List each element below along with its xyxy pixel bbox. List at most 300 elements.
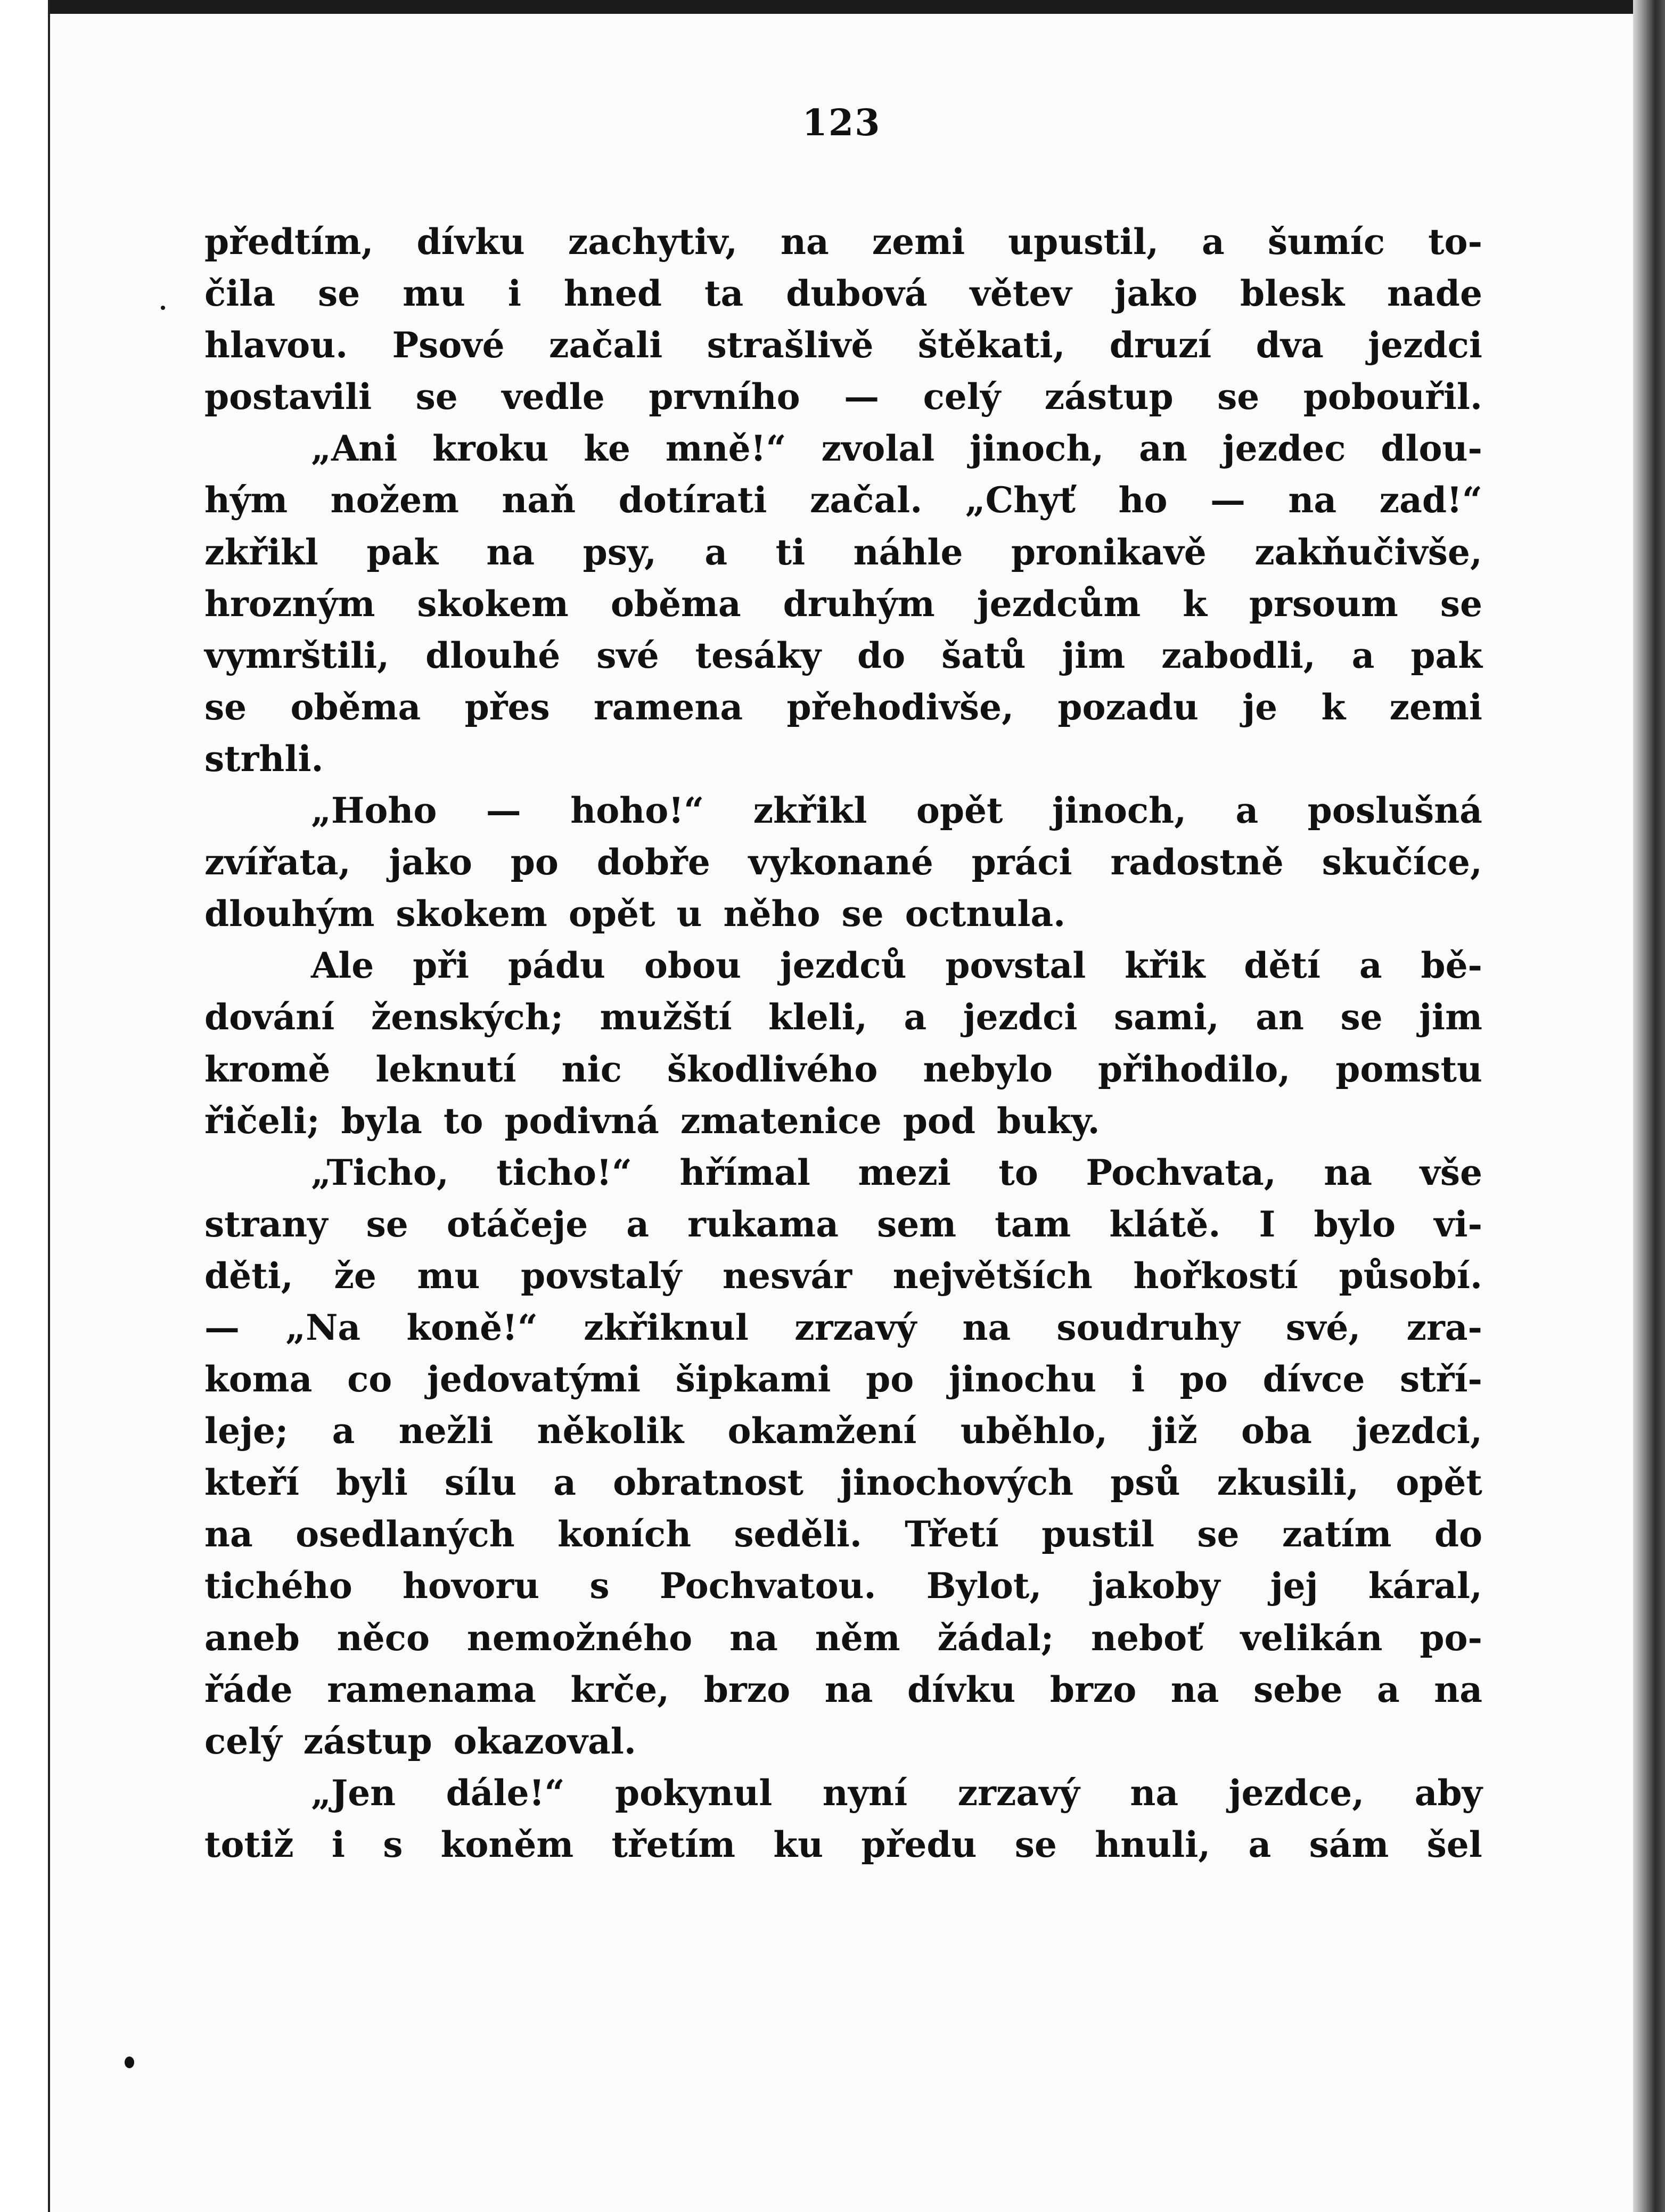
word: zvířata, [204, 841, 351, 883]
word: pozadu [1057, 686, 1199, 728]
word: a [704, 531, 728, 573]
word: byla [341, 1100, 422, 1142]
word: zástup [303, 1720, 432, 1762]
word: dlouhým [204, 893, 375, 935]
word: něho [723, 893, 821, 935]
word: dlou- [1381, 428, 1482, 470]
text-line [204, 1664, 1482, 1716]
word: nežli [398, 1410, 494, 1452]
word: brzo [703, 1668, 791, 1710]
text-line [204, 1405, 1482, 1457]
word: an [1139, 428, 1187, 470]
word: seděli. [734, 1513, 862, 1555]
word: a [332, 1410, 355, 1452]
word: jezdci, [1356, 1410, 1482, 1452]
word: zkřiknul [584, 1306, 749, 1348]
word: „Ticho, [311, 1151, 449, 1193]
word: brzo [1049, 1668, 1137, 1710]
word: — [1210, 479, 1245, 521]
word: u [676, 893, 702, 935]
text-line [204, 1095, 1482, 1147]
text-line [204, 630, 1482, 682]
word: celý [923, 376, 1001, 418]
word: — [204, 1306, 240, 1348]
word: a [1202, 221, 1225, 263]
text-line [204, 682, 1482, 733]
text-line [204, 1199, 1482, 1250]
word: po [510, 841, 559, 883]
word: nemožného [466, 1617, 693, 1659]
text-line [204, 1250, 1482, 1302]
word: do [857, 634, 906, 676]
word: kteří [204, 1462, 300, 1504]
word: se [1440, 583, 1482, 625]
word: práci [971, 841, 1072, 883]
word: Pochvatou. [659, 1565, 876, 1607]
word: otáčeje [446, 1203, 588, 1245]
body-text [204, 216, 1482, 1871]
word: jinochu [949, 1358, 1097, 1400]
word: zabodli, [1161, 634, 1316, 676]
word: strašlivě [707, 324, 874, 366]
word: soudruhy [1056, 1306, 1240, 1348]
word: druzí [1109, 324, 1212, 366]
word: pak [366, 531, 438, 573]
word: an [1256, 996, 1304, 1038]
word: na [1170, 1668, 1219, 1710]
word: šumíc [1267, 221, 1385, 263]
word: obou [644, 945, 741, 987]
word: několik [537, 1410, 684, 1452]
word: že [334, 1255, 376, 1297]
word: ke [584, 428, 630, 470]
text-line [204, 1354, 1482, 1405]
word: pronikavě [1011, 531, 1207, 573]
word: vykonané [748, 841, 933, 883]
word: škodlivého [667, 1048, 878, 1090]
word: jezdců [780, 945, 907, 987]
word: při [413, 945, 470, 987]
word: — [486, 790, 521, 832]
text-line [204, 578, 1482, 630]
text-line [204, 1767, 1482, 1819]
word: jako [1114, 273, 1198, 315]
text-line [204, 1044, 1482, 1095]
text-line [204, 1302, 1482, 1354]
word: jim [1419, 996, 1482, 1038]
word: jinoch, [970, 428, 1104, 470]
text-line [204, 319, 1482, 371]
word: skokem [396, 893, 547, 935]
word: se [415, 376, 458, 418]
word: hořkostí [1133, 1255, 1298, 1297]
word: pod [903, 1100, 976, 1142]
word: ramenama [327, 1668, 536, 1710]
word: mezi [858, 1151, 951, 1193]
word: rukama [687, 1203, 839, 1245]
word: bě- [1421, 945, 1482, 987]
word: zmatenice [680, 1100, 882, 1142]
word: dobře [596, 841, 710, 883]
word: šel [1426, 1823, 1482, 1865]
word: „Jen [311, 1772, 396, 1814]
word: zra- [1406, 1306, 1482, 1348]
word: I [1259, 1203, 1276, 1245]
word: a [1376, 1668, 1400, 1710]
word: dotírati [618, 479, 767, 521]
word: třetím [611, 1823, 736, 1865]
text-line [204, 1612, 1482, 1664]
word: oběma [610, 583, 741, 625]
word: a [1351, 634, 1375, 676]
word: vymrštili, [204, 634, 390, 676]
word: ramena [593, 686, 743, 728]
word: dování [204, 996, 335, 1038]
word: na [1288, 479, 1337, 521]
word: a [904, 996, 927, 1038]
word: upustil, [1008, 221, 1159, 263]
text-line [204, 527, 1482, 578]
word: dubová [786, 273, 928, 315]
word: a [1359, 945, 1382, 987]
word: aneb [204, 1617, 300, 1659]
word: poslušná [1307, 790, 1482, 832]
word: jezdcům [977, 583, 1141, 625]
word: prsoum [1249, 583, 1398, 625]
word: šatů [941, 634, 1026, 676]
word: a [626, 1203, 650, 1245]
word: hým [204, 479, 288, 521]
word: mu [417, 1255, 480, 1297]
word: sem [877, 1203, 957, 1245]
word: větev [970, 273, 1072, 315]
word: klátě. [1109, 1203, 1221, 1245]
word: opět [916, 790, 1003, 832]
text-line [204, 216, 1482, 268]
word: něco [337, 1617, 430, 1659]
word: „Chyť [965, 479, 1076, 521]
word: nade [1387, 273, 1482, 315]
word: po- [1420, 1617, 1482, 1659]
word: sebe [1253, 1668, 1343, 1710]
word: největších [892, 1255, 1093, 1297]
word: své [596, 634, 659, 676]
word: a [1248, 1823, 1272, 1865]
word: Pochvata, [1086, 1151, 1276, 1193]
word: skokem [417, 583, 569, 625]
word: dívku [416, 221, 525, 263]
word: oběma [290, 686, 421, 728]
word: hlavou. [204, 324, 348, 366]
word: koma [204, 1358, 313, 1400]
word: i [331, 1823, 345, 1865]
word: tam [995, 1203, 1071, 1245]
word: přihodilo, [1098, 1048, 1291, 1090]
word: dále!“ [446, 1772, 565, 1814]
word: tichého [204, 1565, 352, 1607]
word: se [841, 893, 884, 935]
word: ženských; [371, 996, 564, 1038]
word: čila [204, 273, 276, 315]
word: zachytiv, [568, 221, 738, 263]
word: naň [502, 479, 576, 521]
word: aby [1414, 1772, 1482, 1814]
page-number: 123 [802, 102, 881, 144]
word: své, [1285, 1306, 1361, 1348]
word: jezdci [1368, 324, 1482, 366]
text-line [204, 888, 1482, 940]
word: bylo [1314, 1203, 1396, 1245]
word: zatím [1282, 1513, 1392, 1555]
word: začal. [809, 479, 923, 521]
word: i [507, 273, 521, 315]
word: prvního [649, 376, 800, 418]
word: to [998, 1151, 1038, 1193]
word: s [589, 1565, 610, 1607]
text-line [204, 1819, 1482, 1871]
word: dívku [907, 1668, 1016, 1710]
text-line [204, 268, 1482, 319]
word: buky. [997, 1100, 1100, 1142]
word: mu [403, 273, 465, 315]
word: Třetí [905, 1513, 999, 1555]
word: psů [1110, 1462, 1180, 1504]
word: nožem [330, 479, 459, 521]
word: octnula. [905, 893, 1066, 935]
word: povstal [945, 945, 1086, 987]
scan-margin-left [0, 0, 50, 2212]
word: strhli. [204, 738, 324, 780]
word: mně!“ [665, 428, 786, 470]
word: zakňučivše, [1254, 531, 1482, 573]
word: hrozným [204, 583, 375, 625]
word: jim [1062, 634, 1126, 676]
book-page [50, 14, 1633, 2212]
word: již [1151, 1410, 1198, 1452]
word: po [1179, 1358, 1228, 1400]
word: štěkati, [917, 324, 1065, 366]
word: opět [568, 893, 655, 935]
text-line [204, 474, 1482, 526]
word: se [366, 1203, 408, 1245]
text-line [204, 1457, 1482, 1509]
word: jezdci [963, 996, 1078, 1038]
word: co [347, 1358, 392, 1400]
word: byli [336, 1462, 408, 1504]
word: skučíce, [1322, 841, 1482, 883]
text-line [204, 1147, 1482, 1199]
word: jej [1270, 1565, 1318, 1607]
word: na [781, 221, 829, 263]
word: sílu [444, 1462, 517, 1504]
word: hoho!“ [570, 790, 704, 832]
word: — [844, 376, 880, 418]
word: ho [1118, 479, 1168, 521]
word: děti, [204, 1255, 293, 1297]
word: zemi [872, 221, 965, 263]
word: se [318, 273, 360, 315]
word: stří- [1400, 1358, 1482, 1400]
word: zkřikl [753, 790, 867, 832]
word: i [1131, 1358, 1145, 1400]
word: „Hoho [311, 790, 437, 832]
text-line [204, 1716, 1482, 1767]
word: po [866, 1358, 914, 1400]
word: ta [704, 273, 744, 315]
word: pak [1410, 634, 1482, 676]
word: nesvár [723, 1255, 852, 1297]
word: to- [1428, 221, 1482, 263]
text-line [204, 837, 1482, 888]
word: dlouhé [425, 634, 561, 676]
word: okazoval. [453, 1720, 636, 1762]
word: povstalý [521, 1255, 682, 1297]
text-line [204, 1509, 1482, 1560]
text-line [204, 785, 1482, 837]
word: zrzavý [794, 1306, 917, 1348]
word: se [1197, 1513, 1240, 1555]
word: druhým [783, 583, 935, 625]
word: koních [557, 1513, 692, 1555]
word: přes [464, 686, 550, 728]
word: žádal; [937, 1617, 1054, 1659]
word: zástup [1044, 376, 1174, 418]
word: působí. [1339, 1255, 1482, 1297]
word: radostně [1110, 841, 1284, 883]
word: vi- [1434, 1203, 1482, 1245]
word: na [824, 1668, 873, 1710]
text-line [204, 371, 1482, 423]
word: uběhlo, [960, 1410, 1108, 1452]
word: neboť [1090, 1617, 1203, 1659]
word: hovoru [402, 1565, 540, 1607]
word: hned [563, 273, 662, 315]
text-line [204, 992, 1482, 1043]
word: se [1217, 376, 1260, 418]
text-line [204, 1560, 1482, 1612]
word: se [1014, 1823, 1057, 1865]
word: koněm [440, 1823, 574, 1865]
word: osedlaných [296, 1513, 515, 1555]
word: krče, [570, 1668, 670, 1710]
word: se [1340, 996, 1383, 1038]
word: pádu [507, 945, 605, 987]
word: Bylot, [926, 1565, 1042, 1607]
word: leknutí [375, 1048, 516, 1090]
word: zkusili, [1217, 1462, 1359, 1504]
word: „Na [285, 1306, 361, 1348]
word: psy, [583, 531, 657, 573]
word: vedle [502, 376, 605, 418]
word: přehodivše, [786, 686, 1014, 728]
word: zrzavý [957, 1772, 1080, 1814]
word: kromě [204, 1048, 331, 1090]
word: nic [561, 1048, 622, 1090]
word: kroku [432, 428, 549, 470]
word: podivná [504, 1100, 659, 1142]
word: ticho!“ [496, 1151, 632, 1193]
word: strany [204, 1203, 328, 1245]
word: hřímal [679, 1151, 810, 1193]
scan-border-right [1633, 0, 1665, 2212]
text-line [204, 423, 1482, 474]
word: předtím, [204, 221, 374, 263]
word: mužští [600, 996, 732, 1038]
word: pustil [1041, 1513, 1155, 1555]
word: jakoby [1092, 1565, 1220, 1607]
word: obratnost [613, 1462, 803, 1504]
word: na [729, 1617, 778, 1659]
word: pobouřil. [1303, 376, 1482, 418]
word: k [1321, 686, 1346, 728]
word: ti [775, 531, 806, 573]
word: k [1183, 583, 1207, 625]
word: káral, [1368, 1565, 1482, 1607]
word: totiž [204, 1823, 294, 1865]
word: náhle [853, 531, 963, 573]
word: do [1434, 1513, 1482, 1555]
word: velikán [1240, 1617, 1383, 1659]
word: zemi [1389, 686, 1482, 728]
word: na [962, 1306, 1011, 1348]
word: jedovatými [427, 1358, 641, 1400]
word: to [443, 1100, 483, 1142]
scan-border-top [0, 0, 1665, 14]
word: s [383, 1823, 403, 1865]
word: se [204, 686, 247, 728]
word: pokynul [615, 1772, 773, 1814]
word: jezdce, [1228, 1772, 1365, 1814]
word: a [1235, 790, 1259, 832]
word: předu [861, 1823, 977, 1865]
word: na [1434, 1668, 1482, 1710]
word: na [204, 1513, 253, 1555]
word: Ale [311, 945, 374, 987]
word: sám [1309, 1823, 1389, 1865]
word: blesk [1240, 273, 1345, 315]
word: jezdec [1222, 428, 1346, 470]
word: Psové [392, 324, 505, 366]
word: hnuli, [1095, 1823, 1211, 1865]
word: celý [204, 1720, 282, 1762]
word: ku [773, 1823, 824, 1865]
word: oba [1241, 1410, 1312, 1452]
word: koně!“ [406, 1306, 538, 1348]
word: dětí [1244, 945, 1320, 987]
word: dívce [1262, 1358, 1365, 1400]
word: zvolal [821, 428, 935, 470]
word: křik [1125, 945, 1205, 987]
word: zad!“ [1379, 479, 1482, 521]
word: na [486, 531, 535, 573]
word: tesáky [695, 634, 822, 676]
word: „Ani [311, 428, 398, 470]
word: nebylo [923, 1048, 1053, 1090]
word: opět [1396, 1462, 1482, 1504]
word: jako [389, 841, 472, 883]
text-line [204, 733, 1482, 785]
word: postavili [204, 376, 372, 418]
word: řáde [204, 1668, 293, 1710]
word: něm [815, 1617, 900, 1659]
word: šipkami [675, 1358, 831, 1400]
ink-speck [125, 2057, 134, 2068]
word: nyní [822, 1772, 908, 1814]
ink-speck [161, 306, 165, 310]
word: dva [1256, 324, 1324, 366]
word: vše [1420, 1151, 1482, 1193]
word: řičeli; [204, 1100, 320, 1142]
